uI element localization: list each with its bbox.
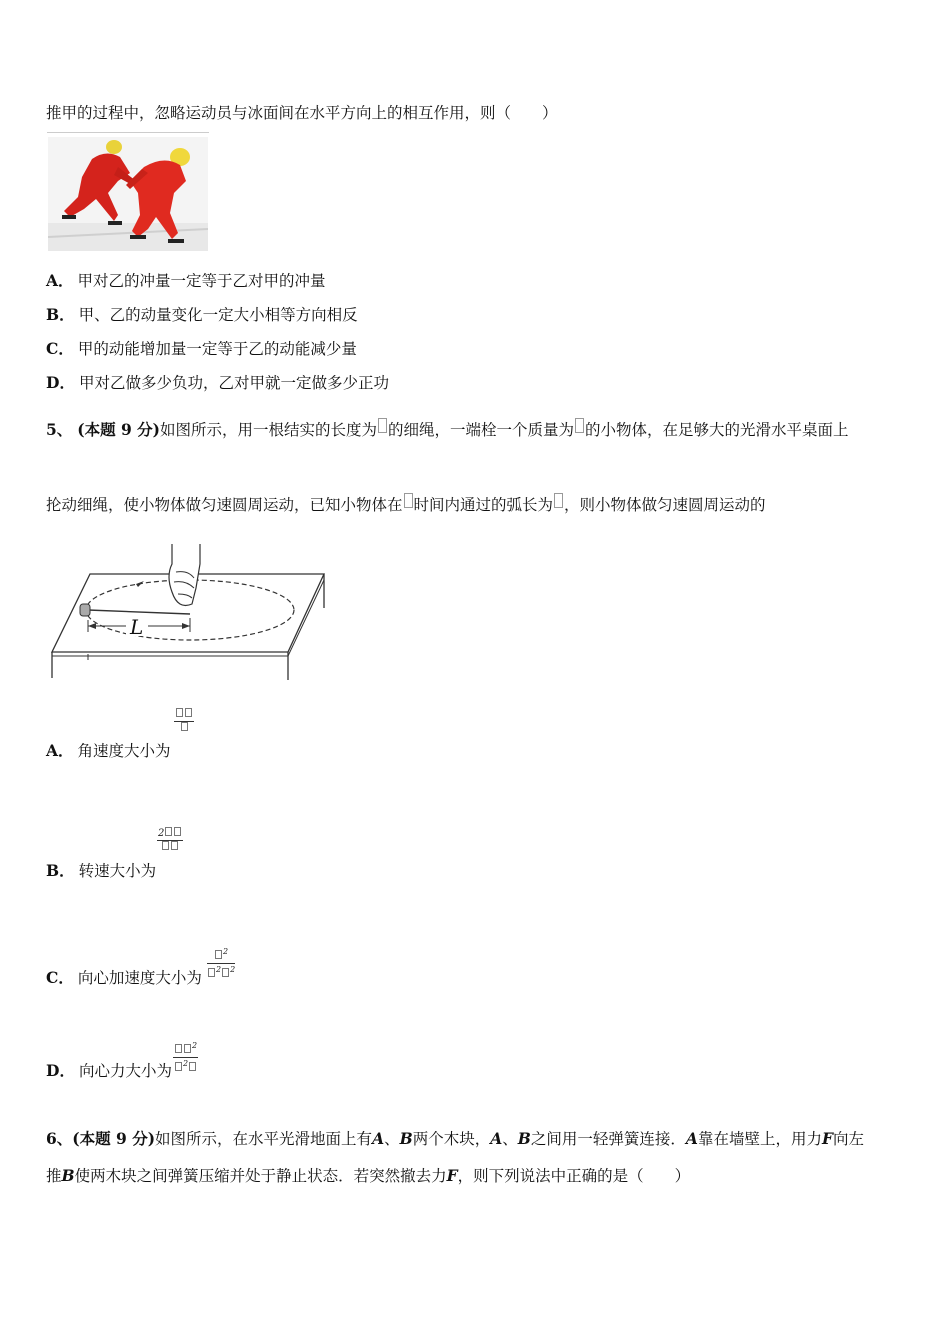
q5-option-a: A． 角速度大小为 — [46, 741, 171, 760]
q5-option-d: D． 向心力大小为 — [46, 1061, 172, 1080]
q6-stem-line2: 推B使两木块之间弹簧压缩并处于静止状态．若突然撤去力F，则下列说法中正确的是（ ） — [46, 1166, 691, 1185]
intro-text: 推甲的过程中，忽略运动员与冰面间在水平方向上的相互作用，则（ ） — [46, 104, 558, 122]
q5-stem-line2: 抡动细绳，使小物体做匀速圆周运动，已知小物体在 时间内通过的弧长为 ，则小物体做匀速圆周运动的 — [46, 493, 766, 515]
divider — [47, 132, 209, 133]
q4-option-c: C． 甲的动能增加量一定等于乙的动能减少量 — [46, 339, 357, 358]
q5-option-b: B． 转速大小为 — [46, 861, 157, 880]
q5-option-c: C． 向心加速度大小为 — [46, 968, 202, 987]
fraction-b: 2 — [157, 827, 183, 854]
fraction-a — [174, 708, 194, 735]
q6-stem-line1: 6、(本题 9 分)如图所示，在水平光滑地面上有A、B两个木块，A、B之间用一轻弹簧连接．A靠在墙壁上，用力F向左 — [46, 1129, 864, 1148]
q4-option-a: A． 甲对乙的冲量一定等于乙对甲的冲量 — [46, 271, 326, 290]
fraction-c: $\frac{^2}{^2 ^2}$ — [207, 946, 235, 981]
skaters-photo — [48, 137, 208, 251]
q4-option-d: D． 甲对乙做多少负功，乙对甲就一定做多少正功 — [46, 373, 389, 392]
q4-option-b: B． 甲、乙的动量变化一定大小相等方向相反 — [46, 305, 358, 324]
q5-stem-line1: 5、 (本题 9 分)如图所示，用一根结实的长度为 的细绳，一端栓一个质量为 的小物体，在足够大的光滑水平桌面上 — [46, 420, 849, 439]
length-label: L — [130, 615, 144, 639]
circular-motion-figure — [48, 544, 330, 684]
fraction-d: $\frac{^2}{^2}$ — [173, 1040, 198, 1075]
